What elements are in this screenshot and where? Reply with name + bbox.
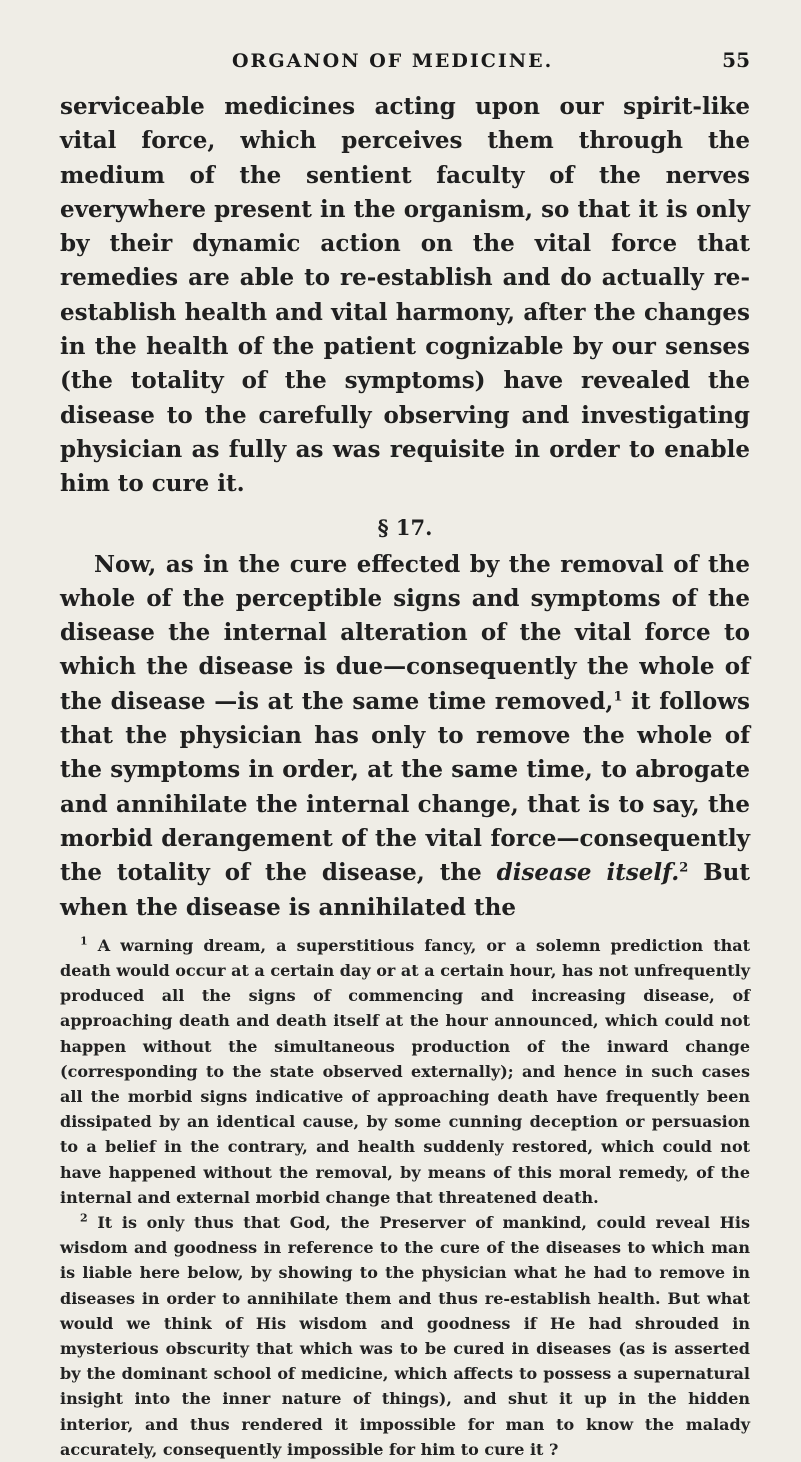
footnote-1-marker: 1: [80, 934, 88, 948]
footnote-1: [60, 933, 750, 1210]
footnotes: [60, 933, 750, 1462]
section-heading: § 17.: [377, 514, 433, 540]
paragraph-2: [60, 548, 750, 925]
footnote-1-text: A warning dream, a superstitious fancy, or a solemn prediction that death would occur at a certain day or at a certain hour, has not unfrequently produced all the signs of commencing and increasing disease, of approaching death and death itself at the hour announced, which could not happen without the simultaneous production of the inward change (corresponding to the state observed externally); and hence in such cases all the morbid signs indicative of approaching death have frequently been dissipated by an identical cause, by some cunning deception or persuasion to a belief in the contrary, and health suddenly restored, which could not have happened without the removal, by means of this moral remedy, of the internal and external morbid change that threatened death.: [60, 935, 750, 1207]
footnote-ref-2: 2: [679, 860, 689, 876]
footnote-2-marker: 2: [80, 1211, 88, 1225]
book-page: [60, 44, 750, 1462]
page-number: 55: [722, 48, 750, 72]
emphasis-disease-itself: disease itself.: [496, 859, 680, 887]
paragraph-2-part-c: But when the disease is annihilated the: [60, 859, 751, 921]
paragraph-2-part-a: Now, as in the cure effected by the removal of the whole of the perceptible signs and symptoms of the disease the internal alteration of the vital force to which the disease is due—consequently the whole of the disease —is at the same time removed,: [60, 550, 750, 715]
page-header: [60, 44, 750, 84]
footnote-ref-1: 1: [613, 689, 623, 705]
footnote-2: [60, 1210, 750, 1462]
main-text: [60, 90, 750, 925]
paragraph-2-part-b: it follows that the physician has only to remove the whole of the symptoms in order, at the same time, to abrogate and annihilate the internal change, that is to say, the morbid derangement of the vital force—consequently the totality of the disease, the: [60, 687, 750, 887]
paragraph-1: serviceable medicines acting upon our spirit-like vital force, which perceives them through the medium of the sentient faculty of the nerves everywhere present in the organism, so that it is only by their dynamic action on the vital force that remedies are able to re-establish and do actually re-establish health and vital harmony, after the changes in the health of the patient cognizable by our senses (the totality of the symptoms) have revealed the disease to the carefully observing and investigating physician as fully as was requisite in order to enable him to cure it.: [60, 93, 750, 498]
footnote-2-text: It is only thus that God, the Preserver of mankind, could reveal His wisdom and goodness in reference to the cure of the diseases to which man is liable here below, by showing to the physician what he had to remove in diseases in order to annihilate them and thus re-establish health. But what would we think of His wisdom and goodness if He had shrouded in mysterious obscurity that which was to be cured in diseases (as is asserted by the dominant school of medicine, which affects to possess a supernatural insight into the inner nature of things), and shut it up in the hidden interior, and thus rendered it impossible for man to know the malady accurately, consequently impossible for him to cure it ?: [60, 1213, 750, 1459]
running-title: ORGANON OF MEDICINE.: [232, 50, 554, 72]
